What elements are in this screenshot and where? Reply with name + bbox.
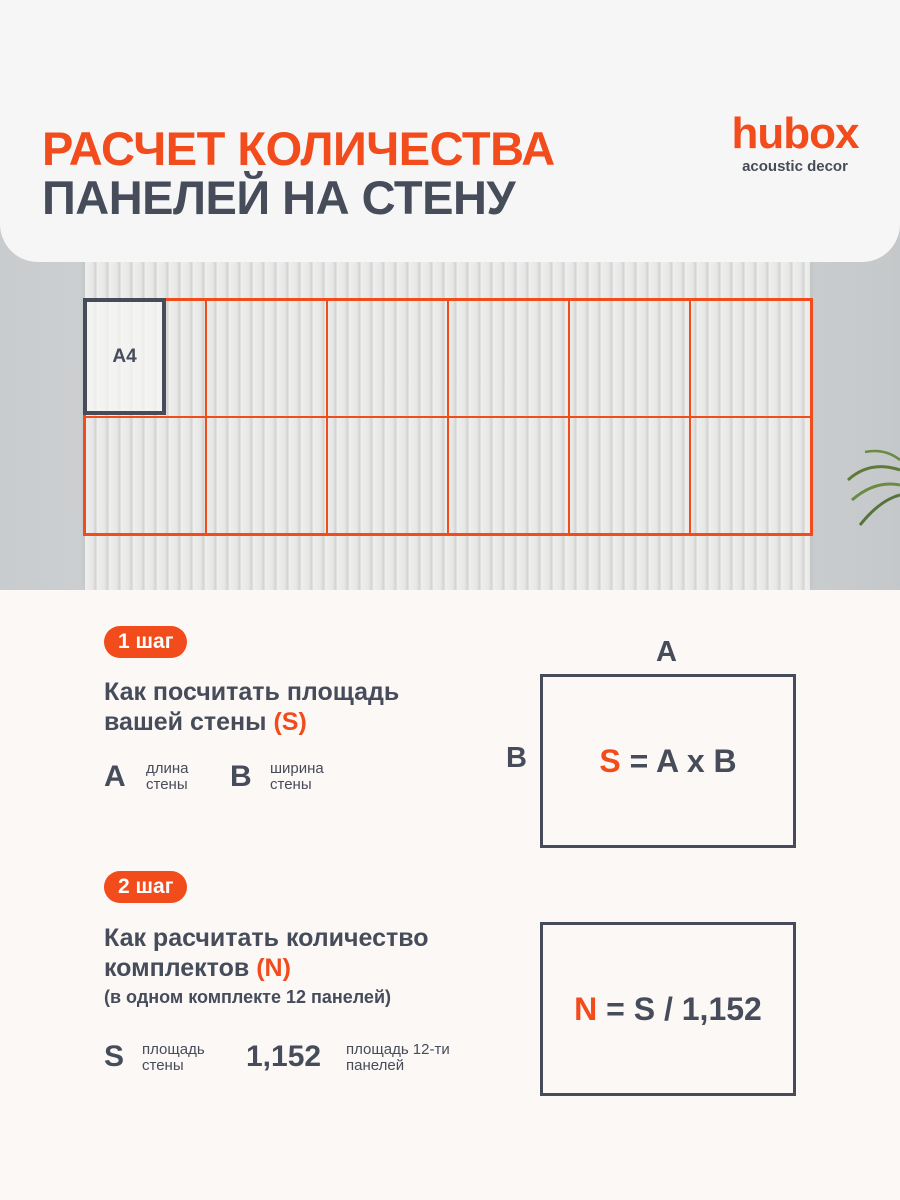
grid-cell bbox=[690, 417, 811, 534]
formula-s-symbol: S bbox=[599, 742, 621, 779]
step1-heading bbox=[104, 677, 399, 737]
title-line-2: ПАНЕЛЕЙ НА СТЕНУ bbox=[42, 171, 516, 224]
a4-sheet bbox=[83, 298, 166, 415]
legend-b-line1: ширина bbox=[270, 760, 324, 777]
grid-cell bbox=[690, 300, 811, 417]
grid-cell bbox=[327, 300, 448, 417]
header-card bbox=[0, 0, 900, 262]
logo-wordmark: hubox bbox=[731, 109, 859, 158]
area-formula-box bbox=[540, 674, 796, 848]
formula-n-symbol: N bbox=[574, 990, 598, 1027]
step2-heading-line1: Как расчитать количество bbox=[104, 924, 429, 952]
step2-badge: 2 шаг bbox=[104, 871, 187, 903]
legend-s-text bbox=[142, 1042, 205, 1074]
step1-heading-symbol: (S) bbox=[273, 708, 307, 736]
legend-b-symbol: B bbox=[230, 760, 252, 793]
step1-badge: 1 шаг bbox=[104, 626, 187, 658]
formula-n-rest: = S / 1,152 bbox=[597, 990, 762, 1027]
legend-const-text bbox=[346, 1042, 450, 1074]
step2-heading-symbol: (N) bbox=[256, 954, 291, 982]
legend-a-line1: длина bbox=[146, 760, 189, 777]
count-formula-box bbox=[540, 922, 796, 1096]
plant-icon bbox=[840, 440, 900, 530]
formula-s-rest: = A x B bbox=[620, 742, 737, 779]
step2-heading bbox=[104, 923, 429, 983]
legend-s-line1: площадь bbox=[142, 1041, 205, 1058]
legend-const-line2: панелей bbox=[346, 1057, 405, 1074]
logo-subtitle: acoustic decor bbox=[742, 158, 848, 175]
diagram-top-label: A bbox=[656, 636, 677, 668]
step1-heading-line2: вашей стены bbox=[104, 708, 274, 736]
legend-a-line2: стены bbox=[146, 776, 188, 793]
step2-note: (в одном комплекте 12 панелей) bbox=[104, 987, 392, 1007]
legend-const-symbol: 1,152 bbox=[246, 1040, 322, 1073]
legend-a-symbol: A bbox=[104, 760, 126, 793]
step2-heading-line2: комплектов bbox=[104, 954, 257, 982]
legend-const-line1: площадь 12-ти bbox=[346, 1041, 450, 1058]
legend-s-line2: стены bbox=[142, 1057, 184, 1074]
grid-cell bbox=[327, 417, 448, 534]
panel-grid bbox=[83, 298, 813, 536]
a4-label: A4 bbox=[112, 345, 137, 367]
diagram-side-label: B bbox=[506, 742, 527, 774]
step1-heading-line1: Как посчитать площадь bbox=[104, 678, 400, 706]
grid-cell bbox=[85, 417, 206, 534]
legend-s-symbol: S bbox=[104, 1040, 125, 1073]
legend-b-text bbox=[270, 761, 324, 793]
legend-b-line2: стены bbox=[270, 776, 312, 793]
grid-cell bbox=[569, 417, 690, 534]
legend-a-text bbox=[146, 761, 189, 793]
grid-cell bbox=[206, 417, 327, 534]
grid-cell bbox=[569, 300, 690, 417]
grid-cell bbox=[206, 300, 327, 417]
page-title bbox=[42, 124, 555, 222]
grid-cell bbox=[448, 417, 569, 534]
brand-logo bbox=[730, 109, 860, 175]
grid-cell bbox=[448, 300, 569, 417]
title-line-1: РАСЧЕТ КОЛИЧЕСТВА bbox=[42, 122, 555, 175]
